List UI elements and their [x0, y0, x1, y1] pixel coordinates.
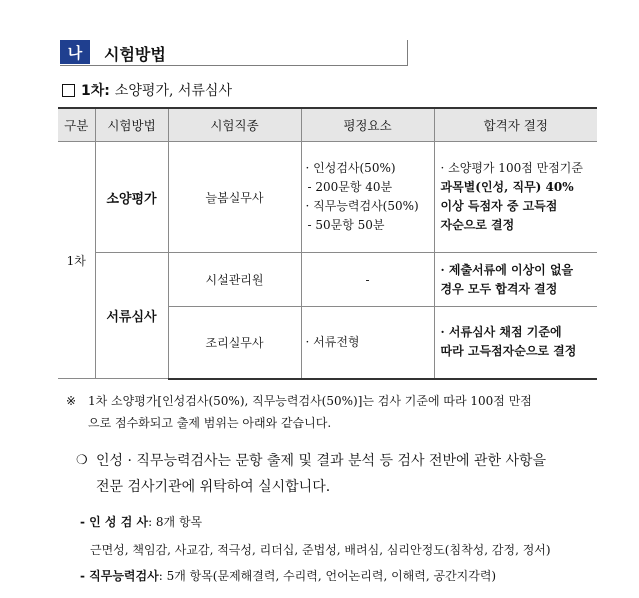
element-line: - 50문항 50분	[307, 218, 385, 232]
decision-cell	[434, 253, 597, 307]
header-decision: 합격자 결정	[434, 108, 597, 142]
note-line: 1차 소양평가[인성검사(50%), 직무능력검사(50%)]는 검사 기준에 따라 100점 만점	[88, 394, 532, 408]
decision-line: · 제출서류에 이상이 없을	[440, 262, 574, 277]
header-method: 시험방법	[95, 108, 168, 142]
table-row	[58, 253, 597, 307]
header-category: 구분	[58, 108, 95, 142]
item-label: - 직무능력검사	[80, 569, 159, 583]
item-value: : 8개 항목	[148, 515, 203, 529]
personality-list: 근면성, 책임감, 사교감, 적극성, 리더십, 준법성, 배려심, 심리안정도(침착성, 감정, 정서)	[90, 543, 551, 557]
job-test-item	[80, 566, 496, 586]
exam-method-table	[58, 107, 597, 380]
personality-test-item	[80, 512, 202, 532]
item-value: : 5개 항목(문제해결력, 수리력, 언어논리력, 이해력, 공간지각력)	[158, 569, 497, 583]
method-cell: 소양평가	[95, 142, 168, 253]
element-line: · 직무능력검사(50%)	[305, 199, 419, 213]
job-cell: 조리실무사	[168, 307, 301, 379]
job-cell: 늘봄실무사	[168, 142, 301, 253]
elements-cell	[301, 142, 434, 253]
decision-line: · 소양평가 100점 만점기준	[440, 161, 583, 175]
subtitle	[62, 80, 232, 100]
decision-line: 자순으로 결정	[440, 218, 515, 232]
checkbox-square-icon	[62, 84, 75, 97]
method-cell: 서류심사	[95, 253, 168, 379]
item-label: - 인 성 검 사	[80, 515, 149, 529]
decision-cell	[434, 307, 597, 379]
reference-mark-icon: ※	[66, 394, 77, 408]
section-badge: 나	[60, 40, 90, 64]
elements-cell: -	[301, 253, 434, 307]
decision-line: 따라 고득점자순으로 결정	[440, 344, 577, 359]
decision-line: 이상 득점자 중 고득점	[440, 199, 558, 213]
element-line: · 인성검사(50%)	[305, 161, 396, 175]
decision-cell	[434, 142, 597, 253]
header-job: 시험직종	[168, 108, 301, 142]
bullet-line: 인성 · 직무능력검사는 문항 출제 및 결과 분석 등 검사 전반에 관한 사항을	[96, 453, 547, 469]
element-line: - 200문항 40분	[307, 180, 393, 194]
note-line: 으로 점수화되고 출제 범위는 아래와 같습니다.	[88, 416, 332, 430]
section-header	[60, 40, 408, 66]
decision-line: · 서류심사 채점 기준에	[440, 325, 562, 340]
header-elements: 평정요소	[301, 108, 434, 142]
decision-line: 과목별(인성, 직무) 40%	[440, 180, 574, 194]
table-header-row	[58, 108, 597, 142]
table-row	[58, 142, 597, 253]
bullet-line: 전문 검사기관에 위탁하여 실시합니다.	[96, 479, 331, 495]
section-title: 시험방법	[104, 45, 166, 64]
subtitle-stage: 1차:	[81, 83, 110, 99]
stage-cell: 1차	[58, 142, 95, 379]
bullet-paragraph	[76, 448, 616, 500]
circle-bullet-icon: ❍	[76, 453, 88, 468]
subtitle-text: 소양평가, 서류심사	[114, 83, 232, 99]
job-cell: 시설관리원	[168, 253, 301, 307]
decision-line: 경우 모두 합격자 결정	[440, 281, 558, 296]
note-paragraph	[66, 390, 606, 434]
elements-cell: · 서류전형	[301, 307, 434, 379]
